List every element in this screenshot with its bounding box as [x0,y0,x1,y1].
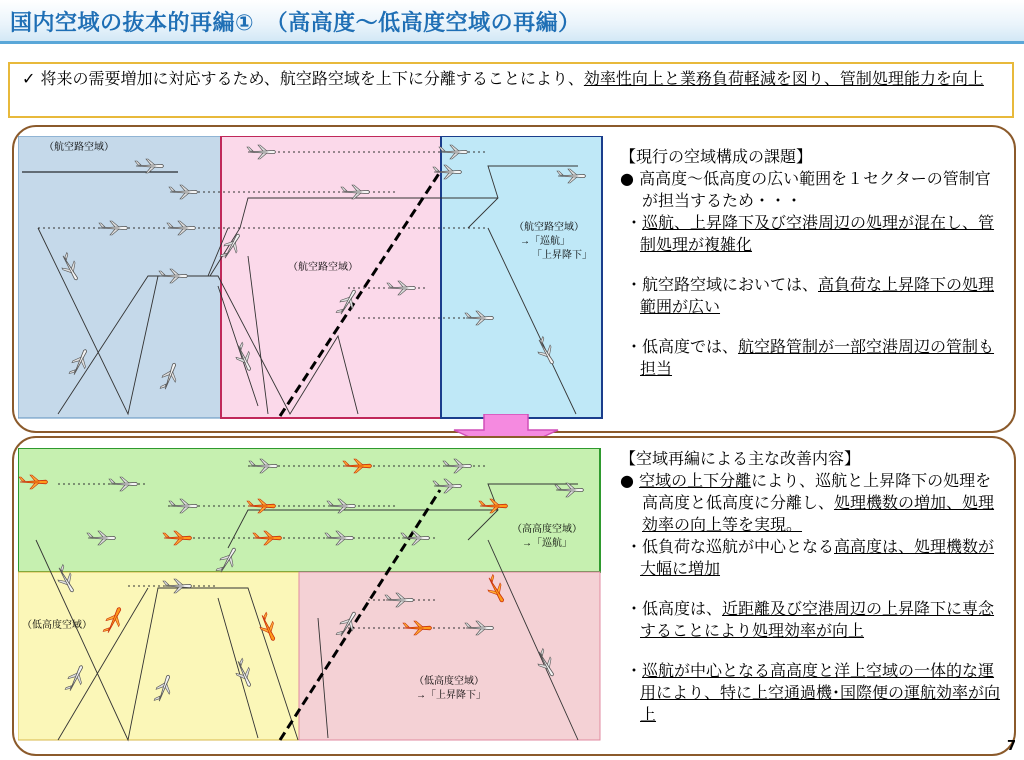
label-enroute-left: （航空路空域） [44,142,114,153]
zone-enroute-mid [221,136,441,418]
current-issues-text [620,146,1000,380]
check-mark-icon: ✓ [22,69,36,88]
label-enroute-right-1: （航空路空域） [514,222,584,233]
label-high-1: （高高度空域） [512,524,582,535]
zone-enroute-left [18,136,221,418]
current-issue-sub-3: ・低高度では、航空路管制が一部空港周辺の管制も担当 [626,337,995,378]
current-issues-heading: 【現行の空域構成の課題】 [620,147,813,166]
zone-low-left [18,572,299,740]
label-low-right-2: →「上昇降下」 [416,690,486,701]
current-issue-sub-2: ・航空路空域においては、高負荷な上昇降下の処理範囲が広い [626,275,995,316]
current-airspace-diagram [18,136,604,420]
label-enroute-right-3: 「上昇降下」 [532,250,592,261]
bullet-icon: ● [620,471,634,490]
zone-low-right [299,572,600,740]
bullet-icon: ● [620,169,634,188]
summary-text: 将来の需要増加に対応するため、航空路空域を上下に分離することにより、 [40,69,584,88]
improvement-point: ● 空域の上下分離により、巡航と上昇降下の処理を高高度と低高度に分離し、処理機数の増加、処理効率の向上等を実現。 [620,471,995,534]
improved-airspace-diagram [18,448,604,742]
improvements-heading: 【空域再編による主な改善内容】 [620,449,861,468]
improvement-sub-1: ・低負荷な巡航が中心となる高高度は、処理機数が大幅に増加 [626,537,995,578]
zone-enroute-right [441,136,602,418]
improvement-sub-3: ・巡航が中心となる高高度と洋上空域の一体的な運用により、特に上空通過機･国際便の運航効率が向上 [626,661,1001,724]
label-enroute-mid: （航空路空域） [288,262,358,273]
improvement-sub-2: ・低高度は、近距離及び空港周辺の上昇降下に専念することにより処理効率が向上 [626,599,995,640]
label-enroute-right-2: →「巡航」 [520,236,570,247]
page-number: 7 [1006,739,1016,754]
label-low-left: （低高度空域） [22,620,92,631]
page-title: 国内空域の抜本的再編① （高高度～低高度空域の再編） [10,11,581,36]
summary-box [8,62,1014,118]
current-issue-sub-1: ・巡航、上昇降下及び空港周辺の処理が混在し、管制処理が複雑化 [626,213,995,254]
label-high-2: →「巡航」 [522,538,572,549]
label-low-right-1: （低高度空域） [414,676,484,687]
title-rule [0,41,1024,44]
improvements-text [620,448,1002,726]
title-bar [0,0,1024,44]
current-issue-point: ● 高高度～低高度の広い範囲を１セクターの管制官が担当するため・・・ [620,169,991,210]
summary-emphasis: 効率性向上と業務負荷軽減を図り、管制処理能力を向上 [583,69,984,88]
